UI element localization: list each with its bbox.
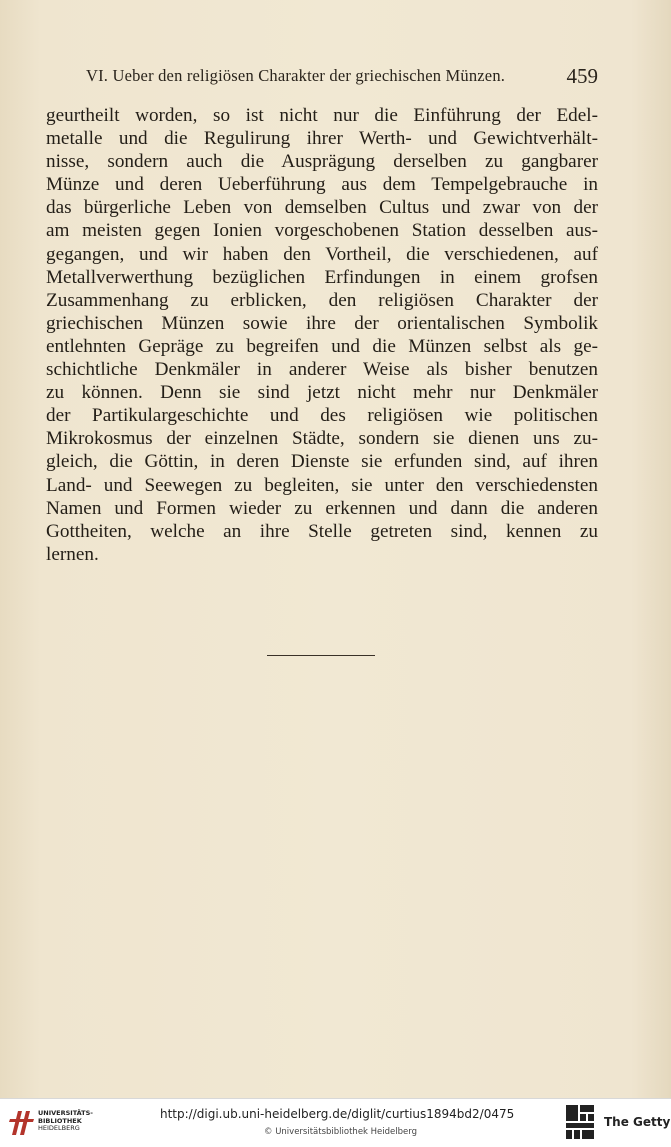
copyright-notice: © Universitätsbibliothek Heidelberg [264, 1127, 418, 1137]
getty-label: The Getty [604, 1115, 671, 1129]
text-line: gleich, die Göttin, in deren Dienste sie erfunden sind, auf ihren [46, 451, 598, 473]
text-line: Mikrokosmus der einzelnen Städte, sondern sie dienen uns zu- [46, 428, 598, 450]
permalink-url[interactable]: http://digi.ub.uni-heidelberg.de/diglit/curtius1894bd2/0475 [160, 1107, 515, 1121]
text-line: das bürgerliche Leben von demselben Cultus und zwar von der [46, 197, 598, 219]
text-line: griechischen Münzen sowie ihre der orientalischen Symbolik [46, 312, 598, 334]
text-line: nisse, sondern auch die Ausprägung derselben zu gangbarer [46, 151, 598, 173]
text-line: Zusammenhang zu erblicken, den religiösen Charakter der [46, 289, 598, 311]
text-line: der Partikulargeschichte und des religiösen wie politischen [46, 405, 598, 427]
text-line: geurtheilt worden, so ist nicht nur die Einführung der Edel- [46, 105, 598, 126]
text-line: gegangen, und wir haben den Vortheil, die verschiedenen, auf [46, 243, 598, 265]
text-line: zu können. Denn sie sind jetzt nicht mehr nur Denkmäler [46, 382, 598, 404]
body-text [46, 104, 598, 566]
text-line: entlehnten Gepräge zu begreifen und die Münzen selbst als ge- [46, 335, 598, 357]
text-line: Münze und deren Ueberführung aus dem Tempelgebrauche in [46, 174, 598, 196]
text-line: am meisten gegen Ionien vorgeschobenen Station desselben aus- [46, 220, 598, 242]
text-line: Land- und Seewegen zu begleiten, sie unter den verschiedensten [46, 474, 598, 496]
logo-line-3: HEIDELBERG [38, 1124, 80, 1132]
header-title: VI. Ueber den religiösen Charakter der griechischen Münzen. [86, 66, 506, 85]
running-header [86, 64, 598, 94]
getty-logo-icon[interactable] [565, 1104, 595, 1140]
text-line: metalle und die Regulirung ihrer Werth- und Gewichtverhält- [46, 128, 598, 150]
footer-bar [0, 1098, 671, 1147]
text-line: Namen und Formen wieder zu erkennen und dann die anderen [46, 497, 598, 519]
page-number: 459 [566, 64, 598, 88]
logo-line-2: BIBLIOTHEK [38, 1116, 82, 1125]
ub-heidelberg-logo[interactable] [8, 1105, 118, 1141]
text-line: Metallverwerthung bezüglichen Erfindungen in einem grofsen [46, 266, 598, 288]
logo-line-1: UNIVERSITÄTS- [38, 1109, 93, 1117]
text-line: schichtliche Denkmäler in anderer Weise als bisher benutzen [46, 359, 598, 381]
text-line: Gottheiten, welche an ihre Stelle getreten sind, kennen zu [46, 520, 598, 542]
end-rule-divider [267, 655, 375, 656]
ub-heidelberg-logo-icon [8, 1107, 36, 1137]
text-line-last: lernen. [46, 543, 99, 565]
